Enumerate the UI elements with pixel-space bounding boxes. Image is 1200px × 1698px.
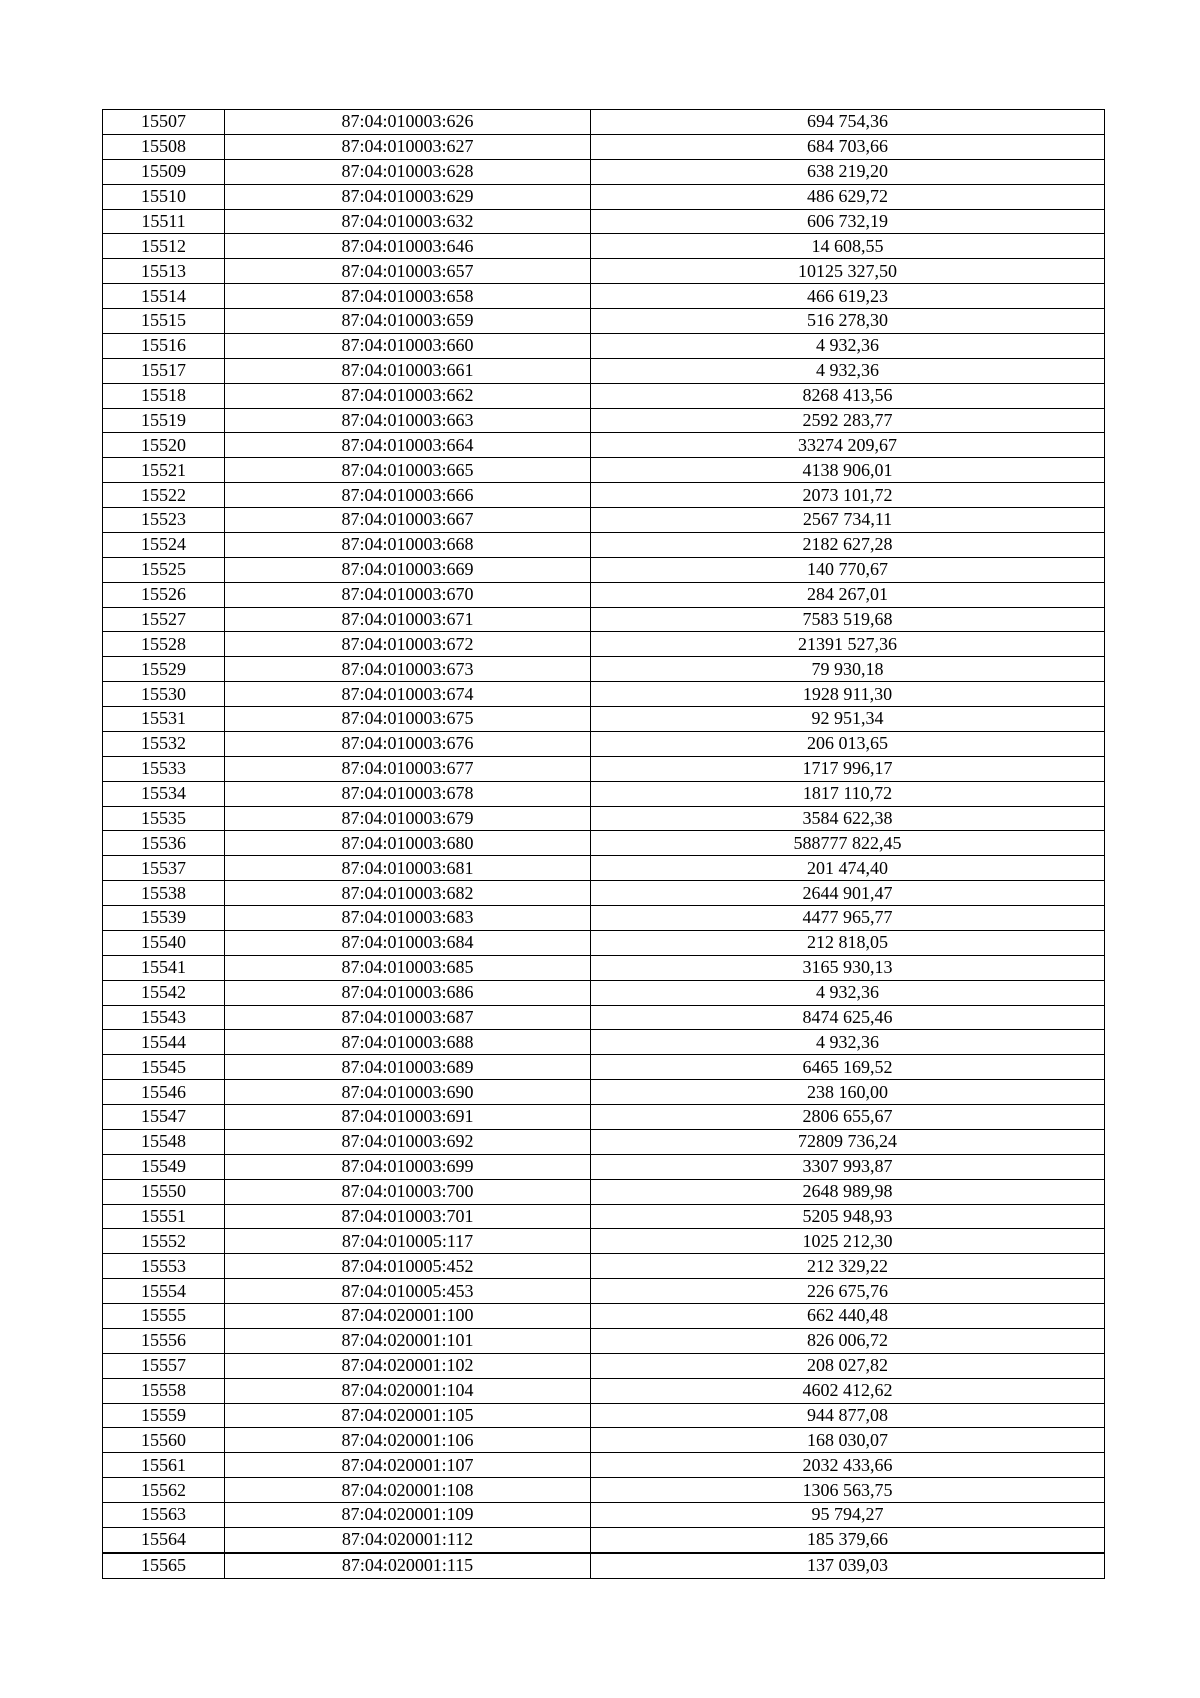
table-row (103, 1328, 1105, 1353)
table-row (103, 632, 1105, 657)
table-row (103, 1080, 1105, 1105)
cadastral-value-cell: 1817 110,72 (591, 781, 1105, 806)
table-row (103, 955, 1105, 980)
cadastral-number-cell: 87:04:010003:688 (225, 1030, 591, 1055)
table-row (103, 1503, 1105, 1528)
cadastral-value-cell: 226 675,76 (591, 1279, 1105, 1304)
cadastral-value-cell: 21391 527,36 (591, 632, 1105, 657)
row-number-cell: 15540 (103, 930, 225, 955)
row-number-cell: 15519 (103, 408, 225, 433)
row-number-cell: 15539 (103, 906, 225, 931)
cadastral-number-cell: 87:04:010003:657 (225, 259, 591, 284)
row-number-cell: 15510 (103, 184, 225, 209)
row-number-cell: 15543 (103, 1005, 225, 1030)
row-number-cell: 15524 (103, 532, 225, 557)
row-number-cell: 15508 (103, 134, 225, 159)
table-row (103, 259, 1105, 284)
table-row (103, 483, 1105, 508)
cadastral-number-cell: 87:04:010003:670 (225, 582, 591, 607)
row-number-cell: 15533 (103, 756, 225, 781)
table-row (103, 1378, 1105, 1403)
row-number-cell: 15535 (103, 806, 225, 831)
cadastral-number-cell: 87:04:010003:627 (225, 134, 591, 159)
cadastral-value-cell: 606 732,19 (591, 209, 1105, 234)
table-row (103, 1154, 1105, 1179)
row-number-cell: 15536 (103, 831, 225, 856)
cadastral-number-cell: 87:04:010003:660 (225, 333, 591, 358)
row-number-cell: 15545 (103, 1055, 225, 1080)
row-number-cell: 15530 (103, 682, 225, 707)
cadastral-number-cell: 87:04:020001:102 (225, 1353, 591, 1378)
table-row (103, 657, 1105, 682)
cadastral-value-cell: 4 932,36 (591, 358, 1105, 383)
row-number-cell: 15564 (103, 1527, 225, 1552)
row-number-cell: 15549 (103, 1154, 225, 1179)
table-row (103, 209, 1105, 234)
cadastral-number-cell: 87:04:010003:675 (225, 707, 591, 732)
table-row (103, 284, 1105, 309)
row-number-cell: 15553 (103, 1254, 225, 1279)
cadastral-number-cell: 87:04:010003:664 (225, 433, 591, 458)
table-row (103, 1453, 1105, 1478)
cadastral-number-cell: 87:04:010003:692 (225, 1129, 591, 1154)
cadastral-number-cell: 87:04:010003:679 (225, 806, 591, 831)
cadastral-number-cell: 87:04:010003:674 (225, 682, 591, 707)
table-row (103, 234, 1105, 259)
cadastral-value-cell: 466 619,23 (591, 284, 1105, 309)
cadastral-value-cell: 206 013,65 (591, 731, 1105, 756)
cadastral-value-cell: 486 629,72 (591, 184, 1105, 209)
cadastral-number-cell: 87:04:010003:690 (225, 1080, 591, 1105)
table-row (103, 358, 1105, 383)
table-body (103, 110, 1105, 1579)
cadastral-value-cell: 14 608,55 (591, 234, 1105, 259)
cadastral-value-cell: 168 030,07 (591, 1428, 1105, 1453)
cadastral-value-cell: 3584 622,38 (591, 806, 1105, 831)
row-number-cell: 15544 (103, 1030, 225, 1055)
cadastral-value-cell: 662 440,48 (591, 1304, 1105, 1329)
row-number-cell: 15514 (103, 284, 225, 309)
cadastral-value-cell: 2073 101,72 (591, 483, 1105, 508)
row-number-cell: 15534 (103, 781, 225, 806)
cadastral-number-cell: 87:04:010003:658 (225, 284, 591, 309)
cadastral-value-cell: 6465 169,52 (591, 1055, 1105, 1080)
cadastral-number-cell: 87:04:010003:687 (225, 1005, 591, 1030)
cadastral-number-cell: 87:04:020001:105 (225, 1403, 591, 1428)
cadastral-number-cell: 87:04:010003:677 (225, 756, 591, 781)
cadastral-number-cell: 87:04:010003:682 (225, 881, 591, 906)
cadastral-value-cell: 4 932,36 (591, 333, 1105, 358)
row-number-cell: 15555 (103, 1304, 225, 1329)
row-number-cell: 15560 (103, 1428, 225, 1453)
cadastral-value-cell: 4602 412,62 (591, 1378, 1105, 1403)
row-number-cell: 15547 (103, 1105, 225, 1130)
cadastral-value-cell: 238 160,00 (591, 1080, 1105, 1105)
cadastral-number-cell: 87:04:010003:628 (225, 159, 591, 184)
row-number-cell: 15546 (103, 1080, 225, 1105)
cadastral-number-cell: 87:04:010003:665 (225, 458, 591, 483)
row-number-cell: 15515 (103, 309, 225, 334)
cadastral-value-cell: 2592 283,77 (591, 408, 1105, 433)
cadastral-number-cell: 87:04:010003:678 (225, 781, 591, 806)
cadastral-value-cell: 1717 996,17 (591, 756, 1105, 781)
cadastral-value-cell: 694 754,36 (591, 110, 1105, 135)
cadastral-number-cell: 87:04:010003:661 (225, 358, 591, 383)
cadastral-number-cell: 87:04:010003:699 (225, 1154, 591, 1179)
cadastral-number-cell: 87:04:010003:689 (225, 1055, 591, 1080)
table-row (103, 607, 1105, 632)
cadastral-value-cell: 4 932,36 (591, 980, 1105, 1005)
cadastral-number-cell: 87:04:020001:115 (225, 1553, 591, 1578)
cadastral-value-table (102, 109, 1105, 1579)
row-number-cell: 15565 (103, 1553, 225, 1578)
table-row (103, 1030, 1105, 1055)
row-number-cell: 15559 (103, 1403, 225, 1428)
table-row (103, 134, 1105, 159)
row-number-cell: 15527 (103, 607, 225, 632)
table-row (103, 1179, 1105, 1204)
row-number-cell: 15507 (103, 110, 225, 135)
cadastral-value-cell: 208 027,82 (591, 1353, 1105, 1378)
cadastral-number-cell: 87:04:010003:691 (225, 1105, 591, 1130)
cadastral-number-cell: 87:04:010003:626 (225, 110, 591, 135)
table-row (103, 532, 1105, 557)
table-row (103, 906, 1105, 931)
cadastral-number-cell: 87:04:020001:109 (225, 1503, 591, 1528)
cadastral-value-cell: 79 930,18 (591, 657, 1105, 682)
table-row (103, 110, 1105, 135)
cadastral-value-cell: 588777 822,45 (591, 831, 1105, 856)
cadastral-value-cell: 7583 519,68 (591, 607, 1105, 632)
row-number-cell: 15561 (103, 1453, 225, 1478)
cadastral-number-cell: 87:04:010003:701 (225, 1204, 591, 1229)
row-number-cell: 15509 (103, 159, 225, 184)
cadastral-number-cell: 87:04:010005:452 (225, 1254, 591, 1279)
table-row (103, 582, 1105, 607)
cadastral-value-cell: 201 474,40 (591, 856, 1105, 881)
cadastral-value-cell: 944 877,08 (591, 1403, 1105, 1428)
cadastral-number-cell: 87:04:010003:673 (225, 657, 591, 682)
cadastral-number-cell: 87:04:010005:117 (225, 1229, 591, 1254)
cadastral-value-cell: 3165 930,13 (591, 955, 1105, 980)
cadastral-value-cell: 8268 413,56 (591, 383, 1105, 408)
row-number-cell: 15552 (103, 1229, 225, 1254)
cadastral-value-cell: 4 932,36 (591, 1030, 1105, 1055)
row-number-cell: 15512 (103, 234, 225, 259)
table-row (103, 408, 1105, 433)
cadastral-value-cell: 92 951,34 (591, 707, 1105, 732)
cadastral-number-cell: 87:04:010003:659 (225, 309, 591, 334)
table-row (103, 781, 1105, 806)
table-row (103, 1254, 1105, 1279)
table-row (103, 458, 1105, 483)
table-row (103, 1279, 1105, 1304)
cadastral-number-cell: 87:04:010003:672 (225, 632, 591, 657)
table-row (103, 309, 1105, 334)
table-row (103, 433, 1105, 458)
cadastral-number-cell: 87:04:020001:104 (225, 1378, 591, 1403)
table-row (103, 731, 1105, 756)
table-row (103, 1005, 1105, 1030)
cadastral-number-cell: 87:04:010003:663 (225, 408, 591, 433)
table-row (103, 184, 1105, 209)
table-row (103, 980, 1105, 1005)
cadastral-number-cell: 87:04:020001:100 (225, 1304, 591, 1329)
cadastral-value-cell: 72809 736,24 (591, 1129, 1105, 1154)
row-number-cell: 15521 (103, 458, 225, 483)
cadastral-number-cell: 87:04:020001:101 (225, 1328, 591, 1353)
row-number-cell: 15531 (103, 707, 225, 732)
cadastral-number-cell: 87:04:010003:632 (225, 209, 591, 234)
cadastral-value-cell: 3307 993,87 (591, 1154, 1105, 1179)
table-row (103, 1403, 1105, 1428)
cadastral-value-cell: 1306 563,75 (591, 1478, 1105, 1503)
cadastral-value-cell: 4138 906,01 (591, 458, 1105, 483)
row-number-cell: 15542 (103, 980, 225, 1005)
row-number-cell: 15529 (103, 657, 225, 682)
cadastral-value-cell: 2182 627,28 (591, 532, 1105, 557)
table-row (103, 1055, 1105, 1080)
table-row (103, 1105, 1105, 1130)
table-row (103, 333, 1105, 358)
table-row (103, 881, 1105, 906)
table-row (103, 1527, 1105, 1552)
cadastral-value-cell: 185 379,66 (591, 1527, 1105, 1552)
cadastral-number-cell: 87:04:020001:108 (225, 1478, 591, 1503)
cadastral-value-cell: 1928 911,30 (591, 682, 1105, 707)
table-row (103, 806, 1105, 831)
table-row (103, 159, 1105, 184)
cadastral-number-cell: 87:04:010003:683 (225, 906, 591, 931)
table-row (103, 1229, 1105, 1254)
cadastral-number-cell: 87:04:020001:112 (225, 1527, 591, 1552)
cadastral-number-cell: 87:04:020001:107 (225, 1453, 591, 1478)
table-row (103, 1304, 1105, 1329)
cadastral-value-cell: 8474 625,46 (591, 1005, 1105, 1030)
cadastral-value-cell: 5205 948,93 (591, 1204, 1105, 1229)
row-number-cell: 15532 (103, 731, 225, 756)
cadastral-number-cell: 87:04:010005:453 (225, 1279, 591, 1304)
row-number-cell: 15557 (103, 1353, 225, 1378)
cadastral-value-cell: 1025 212,30 (591, 1229, 1105, 1254)
row-number-cell: 15516 (103, 333, 225, 358)
cadastral-value-cell: 33274 209,67 (591, 433, 1105, 458)
cadastral-value-cell: 284 267,01 (591, 582, 1105, 607)
row-number-cell: 15528 (103, 632, 225, 657)
table-row (103, 1204, 1105, 1229)
row-number-cell: 15538 (103, 881, 225, 906)
table-row (103, 682, 1105, 707)
table-row (103, 1129, 1105, 1154)
table-row (103, 930, 1105, 955)
cadastral-number-cell: 87:04:010003:646 (225, 234, 591, 259)
table-row (103, 1553, 1105, 1578)
cadastral-number-cell: 87:04:010003:668 (225, 532, 591, 557)
table-row (103, 1353, 1105, 1378)
row-number-cell: 15541 (103, 955, 225, 980)
row-number-cell: 15523 (103, 508, 225, 533)
row-number-cell: 15551 (103, 1204, 225, 1229)
cadastral-number-cell: 87:04:010003:669 (225, 557, 591, 582)
cadastral-value-cell: 826 006,72 (591, 1328, 1105, 1353)
cadastral-value-cell: 2644 901,47 (591, 881, 1105, 906)
cadastral-number-cell: 87:04:010003:662 (225, 383, 591, 408)
cadastral-number-cell: 87:04:010003:666 (225, 483, 591, 508)
row-number-cell: 15548 (103, 1129, 225, 1154)
row-number-cell: 15517 (103, 358, 225, 383)
cadastral-number-cell: 87:04:010003:681 (225, 856, 591, 881)
cadastral-value-cell: 684 703,66 (591, 134, 1105, 159)
row-number-cell: 15526 (103, 582, 225, 607)
cadastral-value-cell: 2567 734,11 (591, 508, 1105, 533)
row-number-cell: 15563 (103, 1503, 225, 1528)
table-row (103, 508, 1105, 533)
cadastral-number-cell: 87:04:010003:686 (225, 980, 591, 1005)
cadastral-value-cell: 4477 965,77 (591, 906, 1105, 931)
table-row (103, 831, 1105, 856)
cadastral-number-cell: 87:04:010003:700 (225, 1179, 591, 1204)
table-row (103, 383, 1105, 408)
cadastral-number-cell: 87:04:010003:629 (225, 184, 591, 209)
cadastral-number-cell: 87:04:010003:667 (225, 508, 591, 533)
cadastral-value-cell: 2032 433,66 (591, 1453, 1105, 1478)
cadastral-value-cell: 95 794,27 (591, 1503, 1105, 1528)
cadastral-value-cell: 2806 655,67 (591, 1105, 1105, 1130)
table-row (103, 1478, 1105, 1503)
table-row (103, 557, 1105, 582)
row-number-cell: 15554 (103, 1279, 225, 1304)
cadastral-number-cell: 87:04:020001:106 (225, 1428, 591, 1453)
table-row (103, 756, 1105, 781)
row-number-cell: 15525 (103, 557, 225, 582)
cadastral-value-cell: 638 219,20 (591, 159, 1105, 184)
row-number-cell: 15511 (103, 209, 225, 234)
row-number-cell: 15518 (103, 383, 225, 408)
table-row (103, 856, 1105, 881)
row-number-cell: 15522 (103, 483, 225, 508)
row-number-cell: 15562 (103, 1478, 225, 1503)
row-number-cell: 15550 (103, 1179, 225, 1204)
row-number-cell: 15556 (103, 1328, 225, 1353)
row-number-cell: 15537 (103, 856, 225, 881)
cadastral-number-cell: 87:04:010003:676 (225, 731, 591, 756)
cadastral-number-cell: 87:04:010003:685 (225, 955, 591, 980)
cadastral-value-cell: 10125 327,50 (591, 259, 1105, 284)
cadastral-value-cell: 140 770,67 (591, 557, 1105, 582)
cadastral-value-cell: 137 039,03 (591, 1553, 1105, 1578)
cadastral-number-cell: 87:04:010003:684 (225, 930, 591, 955)
cadastral-value-cell: 516 278,30 (591, 309, 1105, 334)
row-number-cell: 15520 (103, 433, 225, 458)
cadastral-number-cell: 87:04:010003:671 (225, 607, 591, 632)
table-row (103, 707, 1105, 732)
cadastral-value-cell: 2648 989,98 (591, 1179, 1105, 1204)
cadastral-value-cell: 212 818,05 (591, 930, 1105, 955)
row-number-cell: 15513 (103, 259, 225, 284)
row-number-cell: 15558 (103, 1378, 225, 1403)
cadastral-value-cell: 212 329,22 (591, 1254, 1105, 1279)
cadastral-number-cell: 87:04:010003:680 (225, 831, 591, 856)
table-row (103, 1428, 1105, 1453)
